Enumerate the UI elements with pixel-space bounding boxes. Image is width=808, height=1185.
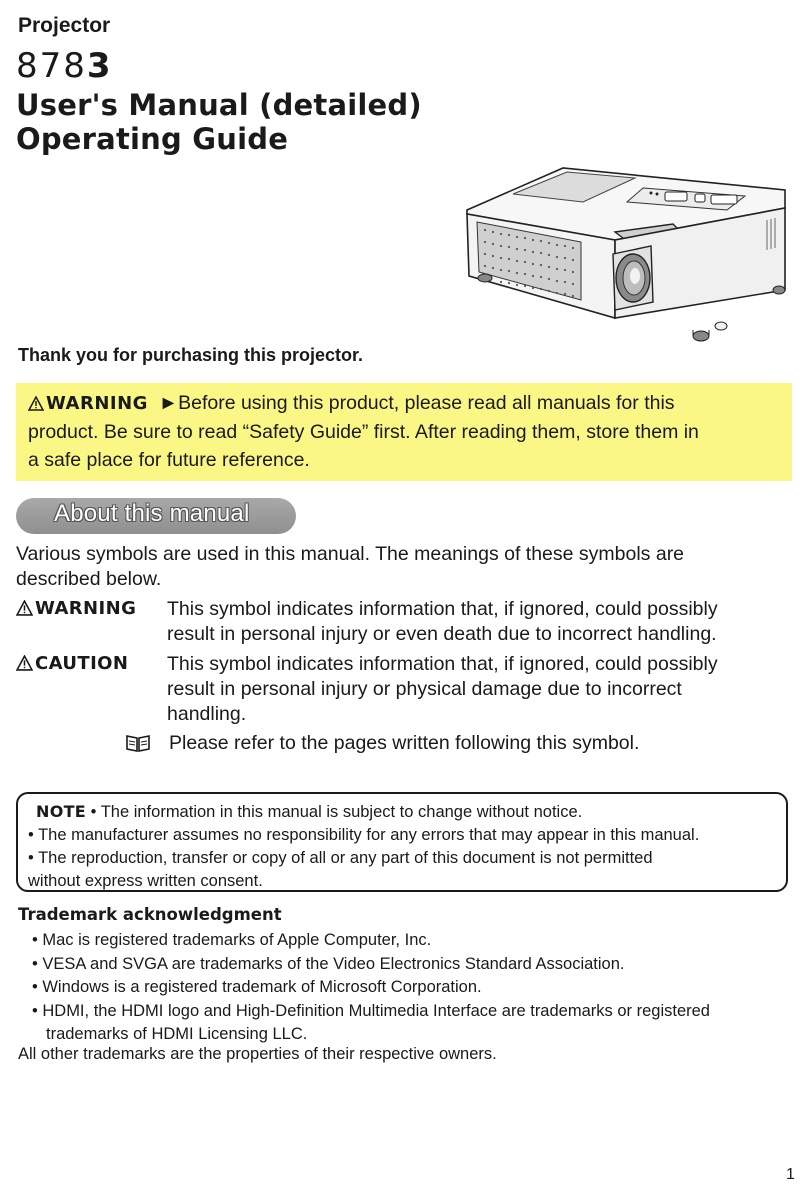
symbol-caution-label <box>16 653 128 674</box>
warning-label: WARNING <box>46 393 148 414</box>
intro-paragraph <box>16 542 786 592</box>
symbol-caution-desc <box>167 652 789 727</box>
intro-line1: Various symbols are used in this manual. The meanings of these symbols are <box>16 543 685 565</box>
trademark-item: • Mac is registered trademarks of Apple Computer, Inc. <box>32 931 432 949</box>
note-line2: • The manufacturer assumes no responsibility for any errors that may appear in this manual. <box>28 826 700 844</box>
symbol-caution-text: CAUTION <box>35 653 129 674</box>
symbol-warning-label <box>16 598 136 619</box>
section-heading <box>16 498 296 534</box>
thanks-message: Thank you for purchasing this projector. <box>18 345 364 365</box>
model-number-bold: 3 <box>86 46 113 86</box>
symbol-warning-line2: result in personal injury or even death due to incorrect handling. <box>167 623 717 645</box>
symbol-warning-text: WARNING <box>35 598 137 619</box>
trademark-item: • HDMI, the HDMI logo and High-Definition Multimedia Interface are trademarks or registered trademarks of HDMI Licensing LLC. <box>32 1001 710 1043</box>
warning-text-line1: Before using this product, please read all manuals for this <box>178 392 675 414</box>
page-number: 1 <box>786 1166 795 1183</box>
section-title: About this manual <box>54 500 250 527</box>
book-icon <box>125 733 151 753</box>
warning-box <box>16 383 792 481</box>
trademark-list <box>32 929 772 1047</box>
trademark-footer: All other trademarks are the properties of their respective owners. <box>18 1045 497 1063</box>
manual-title-line1: User's Manual (detailed) <box>16 88 422 122</box>
note-line4: without express written consent. <box>28 872 263 890</box>
model-number <box>16 46 113 86</box>
manual-title-line2: Operating Guide <box>16 122 289 156</box>
note-line1-text: • The information in this manual is subject to change without notice. <box>90 803 583 821</box>
symbol-warning-desc <box>167 597 789 647</box>
warning-triangle-icon <box>16 600 33 616</box>
arrow-icon: ► <box>158 392 179 414</box>
projector-illustration <box>455 150 800 350</box>
note-box <box>16 792 788 892</box>
trademark-heading: Trademark acknowledgment <box>18 905 282 924</box>
symbol-warning-line1: This symbol indicates information that, if ignored, could possibly <box>167 598 718 620</box>
caution-triangle-icon <box>16 655 33 671</box>
trademark-item: • VESA and SVGA are trademarks of the Video Electronics Standard Association. <box>32 954 625 973</box>
product-kicker: Projector <box>18 14 111 37</box>
warning-triangle-icon <box>28 396 44 411</box>
note-line3: • The reproduction, transfer or copy of all or any part of this document is not permitted <box>28 849 653 867</box>
warning-box-line1 <box>28 389 782 418</box>
model-number-regular: 878 <box>16 46 87 86</box>
book-reference-text: Please refer to the pages written following this symbol. <box>169 732 640 754</box>
symbol-caution-line3: handling. <box>167 703 247 725</box>
note-label: NOTE <box>36 802 87 821</box>
trademark-item: • Windows is a registered trademark of Microsoft Corporation. <box>32 978 482 996</box>
note-line1 <box>28 800 786 824</box>
symbol-caution-line2: result in personal injury or physical damage due to incorrect <box>167 678 682 700</box>
intro-line2: described below. <box>16 568 162 590</box>
symbol-caution-line1: This symbol indicates information that, if ignored, could possibly <box>167 653 718 675</box>
warning-text-line3: a safe place for future reference. <box>28 449 310 471</box>
warning-text-line2: product. Be sure to read “Safety Guide” first. After reading them, store them in <box>28 421 699 443</box>
